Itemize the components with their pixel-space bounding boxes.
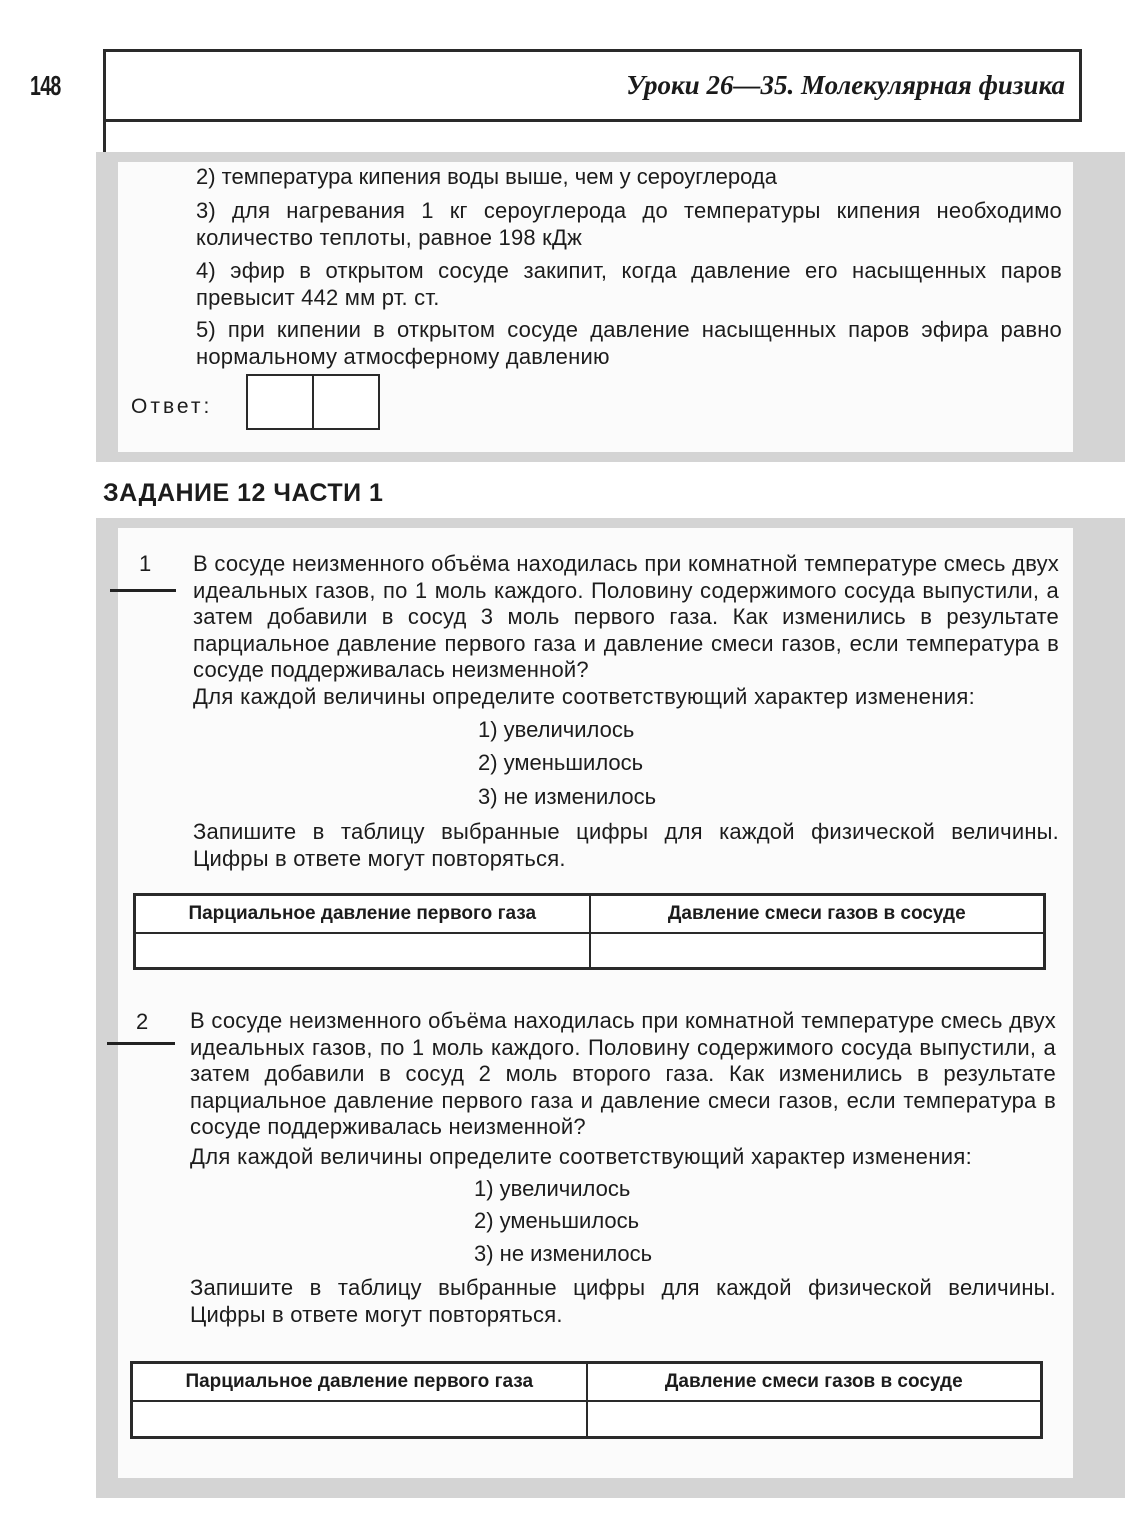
prev-option-5: 5) при кипении в открытом сосуде давление насыщенных паров эфира равно нормальному атмосферному давлению [196,317,1062,369]
prev-option-4: 4) эфир в открытом сосуде закипит, когда давление его насыщенных паров превысит 442 мм рт. ст. [196,258,1062,310]
question-2-header-mixture-pressure: Давление смеси газов в сосуде [587,1363,1042,1401]
question-1-number: 1 [139,551,152,576]
question-1-option-2: 2) уменьшилось [478,750,644,775]
question-1-header-mixture-pressure: Давление смеси газов в сосуде [590,895,1045,933]
prev-option-2: 2) температура кипения воды выше, чем у сероуглерода [196,164,777,189]
question-1-answer-table [133,893,1046,970]
question-2-option-2: 2) уменьшилось [474,1208,640,1233]
prev-option-3: 3) для нагревания 1 кг сероуглерода до температуры кипения необходимо количество теплоты, равное 198 кДж [196,198,1062,250]
question-1-instruction: Для каждой величины определите соответствующий характер изменения: [193,684,976,709]
question-1-text: В сосуде неизменного объёма находилась при комнатной температуре смесь двух идеальных газов, по 1 моль каждого. Половину содержимого сосуда выпустили, а затем добавили в сосуд 3 моль первого газа. Как изменились в результате парциальное давление первого газа и давление смеси газов, если температура в сосуде поддерживалась неизменной? [193,551,1059,682]
question-2-instruction: Для каждой величины определите соответствующий характер изменения: [190,1144,973,1169]
answer-cell-2[interactable] [312,374,380,430]
section-title: ЗАДАНИЕ 12 ЧАСТИ 1 [103,479,384,507]
question-1-rule [110,589,176,592]
question-2-header-partial-pressure: Парциальное давление первого газа [132,1363,587,1401]
question-2-text: В сосуде неизменного объёма находилась при комнатной температуре смесь двух идеальных газов, по 1 моль каждого. Половину содержимого сосуда выпустили, а затем добавили в сосуд 2 моль второго газа. Как изменились в результате парциальное давление первого газа и давление смеси газов, если температура в сосуде поддерживалась неизменной? [190,1008,1056,1139]
header-divider [103,122,106,154]
page-number: 148 [30,70,61,101]
page-header [103,49,1082,122]
question-1-answer-cell-1[interactable] [135,933,590,969]
question-1-option-1: 1) увеличилось [478,717,635,742]
question-2-number: 2 [136,1009,149,1034]
question-1-write-note: Запишите в таблицу выбранные цифры для каждой физической величины. Цифры в ответе могут повторяться. [193,819,1059,871]
question-2-option-1: 1) увеличилось [474,1176,631,1201]
question-1-answer-cell-2[interactable] [590,933,1045,969]
question-2-answer-cell-1[interactable] [132,1401,587,1438]
chapter-title: Уроки 26—35. Молекулярная физика [626,70,1065,100]
answer-cell-1[interactable] [246,374,314,430]
question-2-answer-table [130,1361,1043,1439]
question-2-rule [107,1042,175,1045]
answer-label: Ответ: [131,395,213,418]
question-2-option-3: 3) не изменилось [474,1241,653,1266]
question-2-write-note: Запишите в таблицу выбранные цифры для каждой физической величины. Цифры в ответе могут повторяться. [190,1275,1056,1327]
question-1-option-3: 3) не изменилось [478,784,657,809]
question-1-header-partial-pressure: Парциальное давление первого газа [135,895,590,933]
question-2-answer-cell-2[interactable] [587,1401,1042,1438]
